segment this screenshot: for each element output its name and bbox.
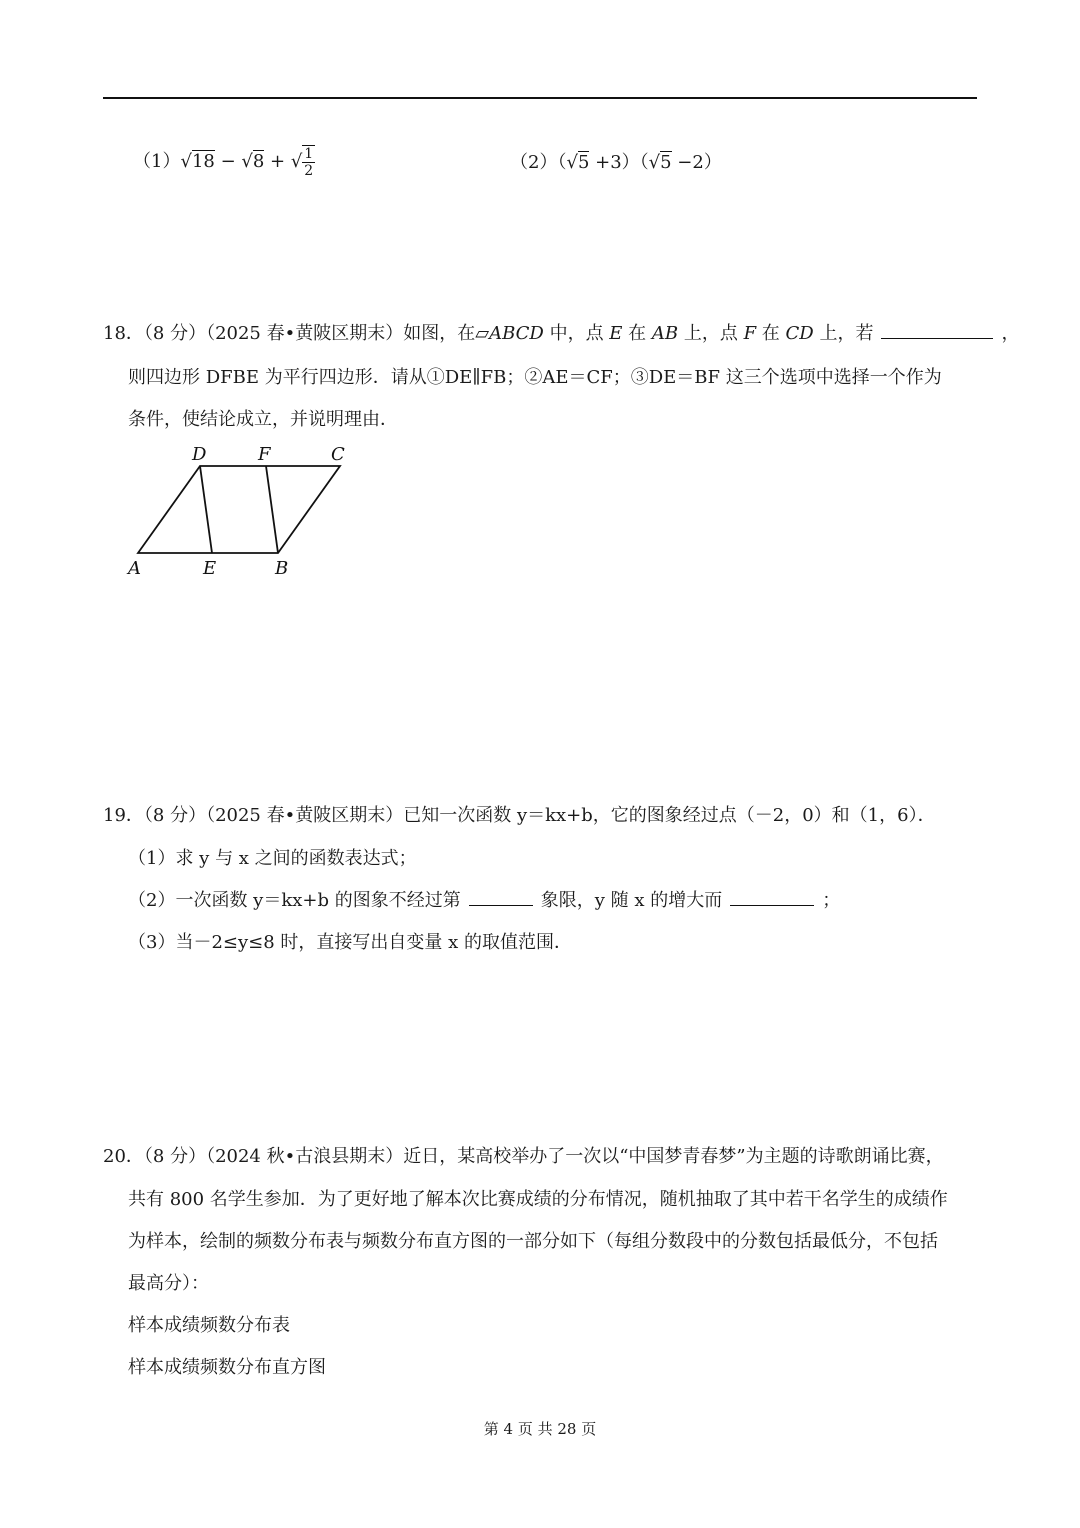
- q18-segment-ab: AB: [651, 323, 679, 344]
- q18-point-f: F: [743, 323, 757, 344]
- header-rule: [103, 97, 977, 99]
- q20-histogram-caption: 样本成绩频数分布直方图: [128, 1357, 326, 1378]
- q18-stem: [103, 320, 1019, 348]
- q20-table-caption: 样本成绩频数分布表: [128, 1315, 290, 1336]
- q19-part3: （3）当－2≤y≤8 时，直接写出自变量 x 的取值范围．: [128, 932, 573, 953]
- label-a: A: [128, 558, 141, 579]
- q17-part2-label: （2）: [510, 152, 558, 173]
- q18-answer-blank[interactable]: [881, 320, 993, 339]
- q18-point-e: E: [609, 323, 623, 344]
- q18-stem-g: 上，点: [678, 323, 744, 344]
- q17-part2: [510, 148, 722, 174]
- q19-part2-b: 象限，y 随 x 的增大而: [540, 890, 723, 911]
- q17-part1-formula: √18 − √8 + √ $\frac{1}{2}$: [180, 146, 314, 179]
- q18-stem-a: 18．（8 分）（2025 春•黄陂区期末）如图，在▱: [103, 323, 490, 344]
- page-footer: 第 4 页 共 28 页: [483, 1420, 597, 1438]
- q19-part2-a: （2）一次函数 y＝kx+b 的图象不经过第: [128, 890, 461, 911]
- q19-part2: [128, 887, 840, 915]
- parallelogram-abcd: [138, 466, 340, 553]
- q18-stem-e: 在: [622, 323, 652, 344]
- q20-line2: 共有 800 名学生参加．为了更好地了解本次比赛成绩的分布情况，随机抽取了其中若干名学生的成绩作: [128, 1189, 948, 1210]
- q17-part1: [133, 145, 315, 179]
- q20-line3: 为样本，绘制的频数分布表与频数分布直方图的一部分如下（每组分数段中的分数包括最低分，不包括: [128, 1231, 938, 1252]
- q18-stem-i: 在: [756, 323, 786, 344]
- label-d: D: [192, 444, 207, 465]
- q18-parallelogram-figure: [120, 440, 360, 585]
- label-e: E: [203, 558, 217, 579]
- q17-part1-label: （1）: [133, 151, 181, 172]
- q18-stem-c: 中，点: [543, 323, 610, 344]
- q19-quadrant-blank[interactable]: [469, 887, 533, 906]
- q19-part2-c: ；: [822, 890, 841, 911]
- q19-trend-blank[interactable]: [730, 887, 814, 906]
- q19-part1: （1）求 y 与 x 之间的函数表达式；: [128, 848, 417, 869]
- label-b: B: [275, 558, 289, 579]
- segment-fb: [266, 466, 278, 553]
- q20-line1: 20．（8 分）（2024 秋•古浪县期末）近日，某高校举办了一次以“中国梦青春梦”为主题的诗歌朗诵比赛，: [103, 1146, 944, 1167]
- q18-line2: 则四边形 DFBE 为平行四边形．请从①DE∥FB；②AE＝CF；③DE＝BF 这三个选项中选择一个作为: [128, 367, 942, 388]
- q18-segment-cd: CD: [785, 323, 814, 344]
- q19-stem: 19．（8 分）（2025 春•黄陂区期末）已知一次函数 y＝kx+b，它的图象经过点（－2，0）和（1，6）．: [103, 805, 936, 826]
- segment-de: [200, 466, 212, 553]
- label-c: C: [331, 444, 345, 465]
- q18-line3: 条件，使结论成立，并说明理由．: [128, 409, 398, 430]
- q18-stem-l: ，: [1001, 323, 1020, 344]
- q18-parallelogram-name: ABCD: [489, 323, 544, 344]
- q17-part2-formula: （√5 +3）（√5 −2）: [557, 152, 722, 173]
- q18-stem-k: 上，若: [813, 323, 874, 344]
- label-f: F: [258, 444, 271, 465]
- q20-line4: 最高分）：: [128, 1273, 209, 1294]
